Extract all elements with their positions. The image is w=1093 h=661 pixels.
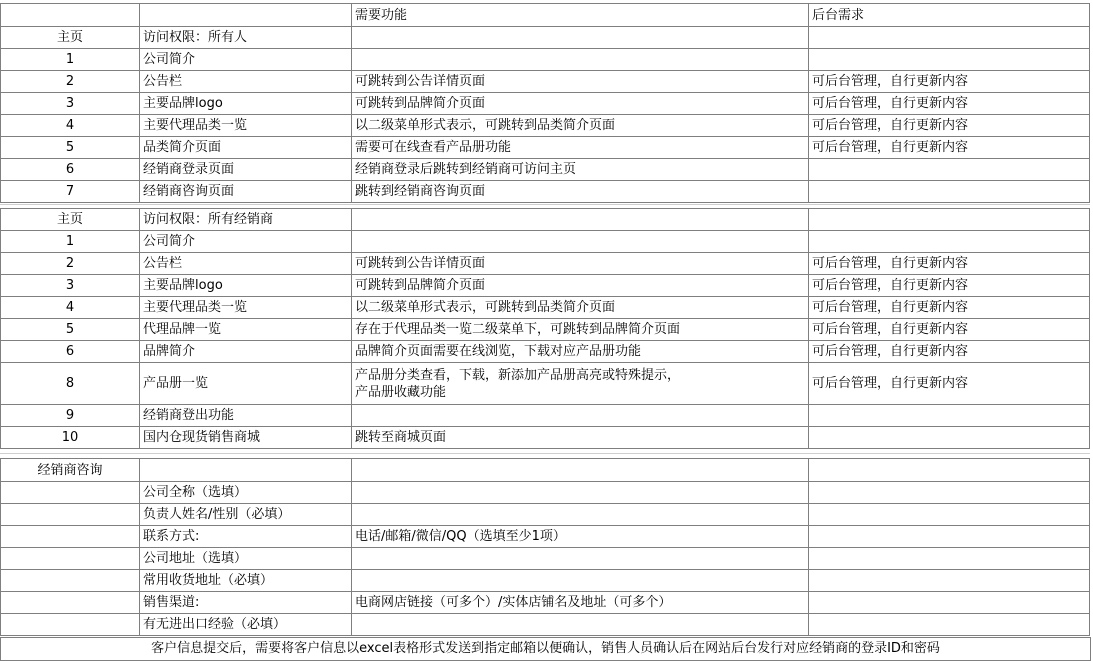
row-backend: 可后台管理，自行更新内容	[809, 93, 1090, 115]
row-number: 4	[1, 115, 140, 137]
access-label: 访问权限：所有人	[140, 27, 352, 49]
row-function	[352, 49, 809, 71]
row-number: 8	[1, 363, 140, 405]
row-function-line-1: 产品册分类查看，下载，新添加产品册高亮或特殊提示，	[355, 367, 681, 383]
row-function	[352, 231, 809, 253]
row-item: 常用收货地址（必填）	[140, 570, 352, 592]
row-item: 品类简介页面	[140, 137, 352, 159]
row-item: 品牌简介	[140, 341, 352, 363]
row-backend: 可后台管理，自行更新内容	[809, 341, 1090, 363]
row-backend: 可后台管理，自行更新内容	[809, 137, 1090, 159]
row-function: 跳转至商城页面	[352, 427, 809, 449]
table-row	[1, 614, 1090, 636]
header-col-a	[1, 4, 140, 27]
row-number: 6	[1, 341, 140, 363]
row-function: 可跳转到品牌简介页面	[352, 93, 809, 115]
table-row	[1, 71, 1090, 93]
section-title: 经销商咨询	[1, 459, 140, 482]
header-function: 需要功能	[352, 4, 809, 27]
row-function: 存在于代理品类一览二级菜单下，可跳转到品牌简介页面	[352, 319, 809, 341]
row-item: 有无进出口经验（必填）	[140, 614, 352, 636]
table-row	[1, 159, 1090, 181]
row-number: 5	[1, 137, 140, 159]
section-3-table	[0, 458, 1090, 636]
table-row	[1, 427, 1090, 449]
row-number: 3	[1, 93, 140, 115]
row-item: 公告栏	[140, 71, 352, 93]
section-title: 主页	[1, 27, 140, 49]
row-backend	[809, 159, 1090, 181]
row-number: 7	[1, 181, 140, 203]
row-item: 主要代理品类一览	[140, 115, 352, 137]
row-backend: 可后台管理，自行更新内容	[809, 253, 1090, 275]
row-number: 3	[1, 275, 140, 297]
row-function: 跳转到经销商咨询页面	[352, 181, 809, 203]
row-item: 经销商登出功能	[140, 405, 352, 427]
row-number: 1	[1, 231, 140, 253]
table-row	[1, 504, 1090, 526]
row-item: 代理品牌一览	[140, 319, 352, 341]
row-function	[352, 548, 809, 570]
table-row	[1, 253, 1090, 275]
row-backend	[809, 405, 1090, 427]
row-item: 经销商咨询页面	[140, 181, 352, 203]
section-title: 主页	[1, 209, 140, 231]
row-item: 公告栏	[140, 253, 352, 275]
table-row	[1, 405, 1090, 427]
row-function	[352, 614, 809, 636]
row-item: 经销商登录页面	[140, 159, 352, 181]
row-item: 联系方式:	[140, 526, 352, 548]
row-function: 品牌简介页面需要在线浏览，下载对应产品册功能	[352, 341, 809, 363]
section-2-table	[0, 208, 1090, 449]
row-function	[352, 363, 809, 405]
row-item: 公司简介	[140, 231, 352, 253]
row-item: 主要品牌logo	[140, 93, 352, 115]
row-item: 国内仓现货销售商城	[140, 427, 352, 449]
row-item: 主要代理品类一览	[140, 297, 352, 319]
table-row	[1, 137, 1090, 159]
header-backend: 后台需求	[809, 4, 1090, 27]
row-backend	[809, 181, 1090, 203]
row-function: 电商网店链接（可多个）/实体店铺名及地址（可多个）	[352, 592, 809, 614]
row-backend: 可后台管理，自行更新内容	[809, 363, 1090, 405]
row-number: 5	[1, 319, 140, 341]
table-row	[1, 363, 1090, 405]
table-row	[1, 482, 1090, 504]
row-item: 公司简介	[140, 49, 352, 71]
row-backend: 可后台管理，自行更新内容	[809, 297, 1090, 319]
table-row	[1, 548, 1090, 570]
section-divider	[0, 453, 1090, 454]
row-number: 2	[1, 71, 140, 93]
row-backend	[809, 427, 1090, 449]
header-col-b	[140, 4, 352, 27]
row-backend: 可后台管理，自行更新内容	[809, 275, 1090, 297]
table-row	[1, 93, 1090, 115]
row-backend: 可后台管理，自行更新内容	[809, 71, 1090, 93]
row-number: 4	[1, 297, 140, 319]
section-1-table	[0, 3, 1090, 203]
row-function: 可跳转到品牌简介页面	[352, 275, 809, 297]
row-backend: 可后台管理，自行更新内容	[809, 115, 1090, 137]
section-title-row	[1, 27, 1090, 49]
section-title-row	[1, 209, 1090, 231]
row-function: 可跳转到公告详情页面	[352, 253, 809, 275]
row-function: 以二级菜单形式表示，可跳转到品类简介页面	[352, 297, 809, 319]
row-backend: 可后台管理，自行更新内容	[809, 319, 1090, 341]
table-row	[1, 341, 1090, 363]
section-title-row	[1, 459, 1090, 482]
row-function: 电话/邮箱/微信/QQ（选填至少1项）	[352, 526, 809, 548]
table-row	[1, 570, 1090, 592]
table-row	[1, 275, 1090, 297]
table-row	[1, 319, 1090, 341]
footer-note: 客户信息提交后，需要将客户信息以excel表格形式发送到指定邮箱以便确认，销售人员确认后在网站后台发行对应经销商的登录ID和密码	[0, 637, 1091, 661]
table-row	[1, 49, 1090, 71]
table-row	[1, 181, 1090, 203]
row-number: 1	[1, 49, 140, 71]
table-row	[1, 526, 1090, 548]
row-backend	[809, 49, 1090, 71]
table-row	[1, 115, 1090, 137]
table-row	[1, 231, 1090, 253]
row-item: 产品册一览	[140, 363, 352, 405]
row-number: 10	[1, 427, 140, 449]
row-number: 2	[1, 253, 140, 275]
row-function	[352, 482, 809, 504]
row-function: 需要可在线查看产品册功能	[352, 137, 809, 159]
row-number: 6	[1, 159, 140, 181]
row-number: 9	[1, 405, 140, 427]
table-row	[1, 592, 1090, 614]
row-item: 负责人姓名/性别（必填）	[140, 504, 352, 526]
row-function: 以二级菜单形式表示，可跳转到品类简介页面	[352, 115, 809, 137]
row-function-line-2: 产品册收藏功能	[355, 384, 447, 400]
section-divider	[0, 204, 1090, 205]
row-function	[352, 405, 809, 427]
row-backend	[809, 231, 1090, 253]
row-item: 公司地址（选填）	[140, 548, 352, 570]
row-function: 经销商登录后跳转到经销商可访问主页	[352, 159, 809, 181]
row-item: 公司全称（选填）	[140, 482, 352, 504]
access-label: 访问权限：所有经销商	[140, 209, 352, 231]
table-row	[1, 297, 1090, 319]
row-item: 销售渠道:	[140, 592, 352, 614]
row-function	[352, 504, 809, 526]
row-function: 可跳转到公告详情页面	[352, 71, 809, 93]
row-function	[352, 570, 809, 592]
header-row	[1, 4, 1090, 27]
row-item: 主要品牌logo	[140, 275, 352, 297]
